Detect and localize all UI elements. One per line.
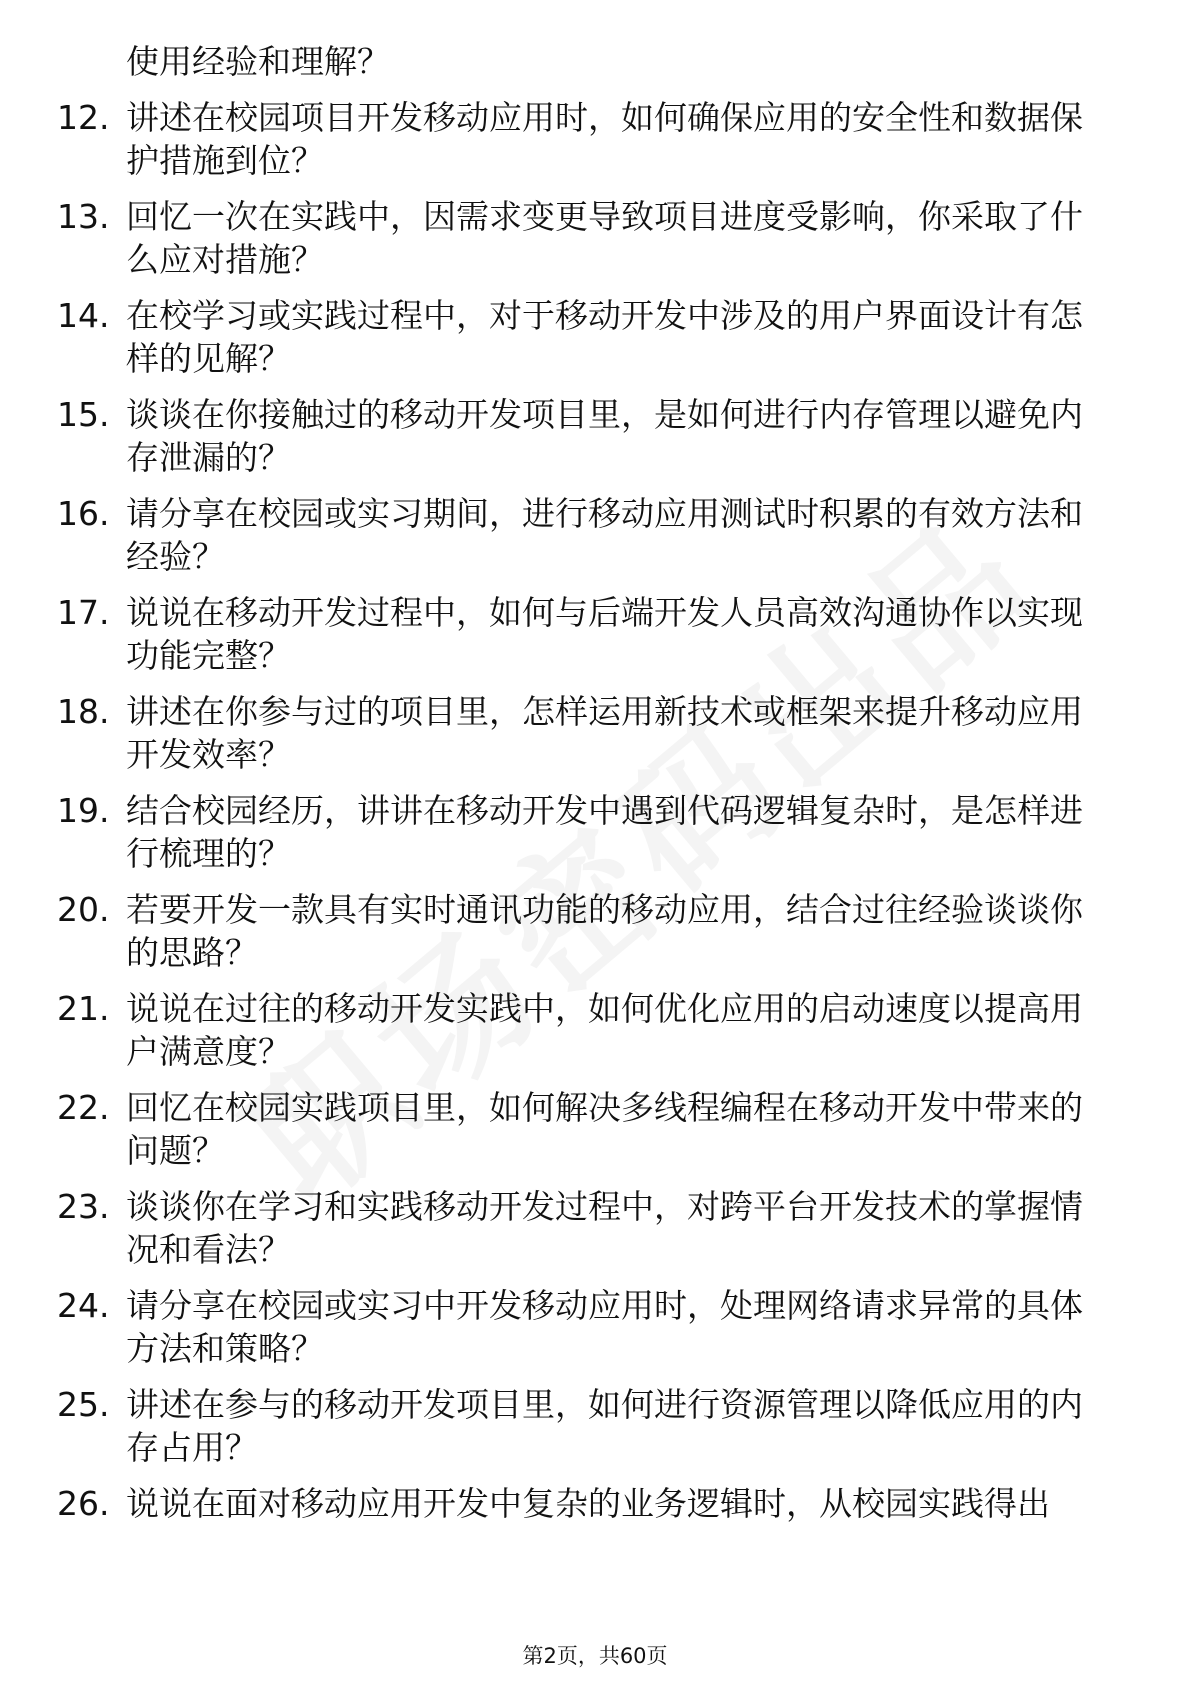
- question-text: 回忆在校园实践项目里，如何解决多线程编程在移动开发中带来的问题？: [126, 1088, 1083, 1170]
- question-number: 22.: [57, 1088, 110, 1127]
- question-number: 23.: [57, 1187, 110, 1226]
- question-text: 说说在移动开发过程中，如何与后端开发人员高效沟通协作以实现功能完整？: [126, 593, 1083, 675]
- question-item: [0, 1482, 1100, 1525]
- question-number: 20.: [57, 890, 110, 929]
- question-text: 请分享在校园或实习中开发移动应用时，处理网络请求异常的具体方法和策略？: [126, 1286, 1083, 1368]
- question-item: [0, 1086, 1100, 1172]
- question-number: 19.: [57, 791, 110, 830]
- question-item: [0, 1284, 1100, 1370]
- question-text: 说说在面对移动应用开发中复杂的业务逻辑时，从校园实践得出: [126, 1484, 1050, 1523]
- question-item: [0, 96, 1100, 182]
- question-item: [0, 789, 1100, 875]
- question-number: 13.: [57, 197, 110, 236]
- question-item: [0, 690, 1100, 776]
- question-text: 若要开发一款具有实时通讯功能的移动应用，结合过往经验谈谈你的思路？: [126, 890, 1083, 972]
- question-text: 谈谈你在学习和实践移动开发过程中，对跨平台开发技术的掌握情况和看法？: [126, 1187, 1083, 1269]
- question-number: 14.: [57, 296, 110, 335]
- question-number: 18.: [57, 692, 110, 731]
- question-number: 25.: [57, 1385, 110, 1424]
- question-text: 请分享在校园或实习期间，进行移动应用测试时积累的有效方法和经验？: [126, 494, 1083, 576]
- question-item: [0, 492, 1100, 578]
- question-number: 21.: [57, 989, 110, 1028]
- question-item: [0, 294, 1100, 380]
- question-item: [0, 195, 1100, 281]
- question-text: 讲述在参与的移动开发项目里，如何进行资源管理以降低应用的内存占用？: [126, 1385, 1083, 1467]
- continuation-text: 使用经验和理解？: [126, 42, 390, 81]
- question-number: 16.: [57, 494, 110, 533]
- question-text: 讲述在校园项目开发移动应用时，如何确保应用的安全性和数据保护措施到位？: [126, 98, 1083, 180]
- question-item: [0, 393, 1100, 479]
- question-text: 谈谈在你接触过的移动开发项目里，是如何进行内存管理以避免内存泄漏的？: [126, 395, 1083, 477]
- page-footer: 第2页，共60页: [522, 1644, 668, 1668]
- question-text: 说说在过往的移动开发实践中，如何优化应用的启动速度以提高用户满意度？: [126, 989, 1083, 1071]
- question-list: [0, 96, 1190, 1525]
- question-item: [0, 1185, 1100, 1271]
- question-number: 24.: [57, 1286, 110, 1325]
- document-body: [0, 40, 1190, 1538]
- question-item: [0, 1383, 1100, 1469]
- question-item: [0, 987, 1100, 1073]
- question-item: [0, 888, 1100, 974]
- question-text: 回忆一次在实践中，因需求变更导致项目进度受影响，你采取了什么应对措施？: [126, 197, 1083, 279]
- question-text: 在校学习或实践过程中，对于移动开发中涉及的用户界面设计有怎样的见解？: [126, 296, 1083, 378]
- question-text: 讲述在你参与过的项目里，怎样运用新技术或框架来提升移动应用开发效率？: [126, 692, 1083, 774]
- question-number: 17.: [57, 593, 110, 632]
- question-number: 15.: [57, 395, 110, 434]
- question-number: 26.: [57, 1484, 110, 1523]
- question-item: [0, 591, 1100, 677]
- question-number: 12.: [57, 98, 110, 137]
- question-text: 结合校园经历，讲讲在移动开发中遇到代码逻辑复杂时，是怎样进行梳理的？: [126, 791, 1083, 873]
